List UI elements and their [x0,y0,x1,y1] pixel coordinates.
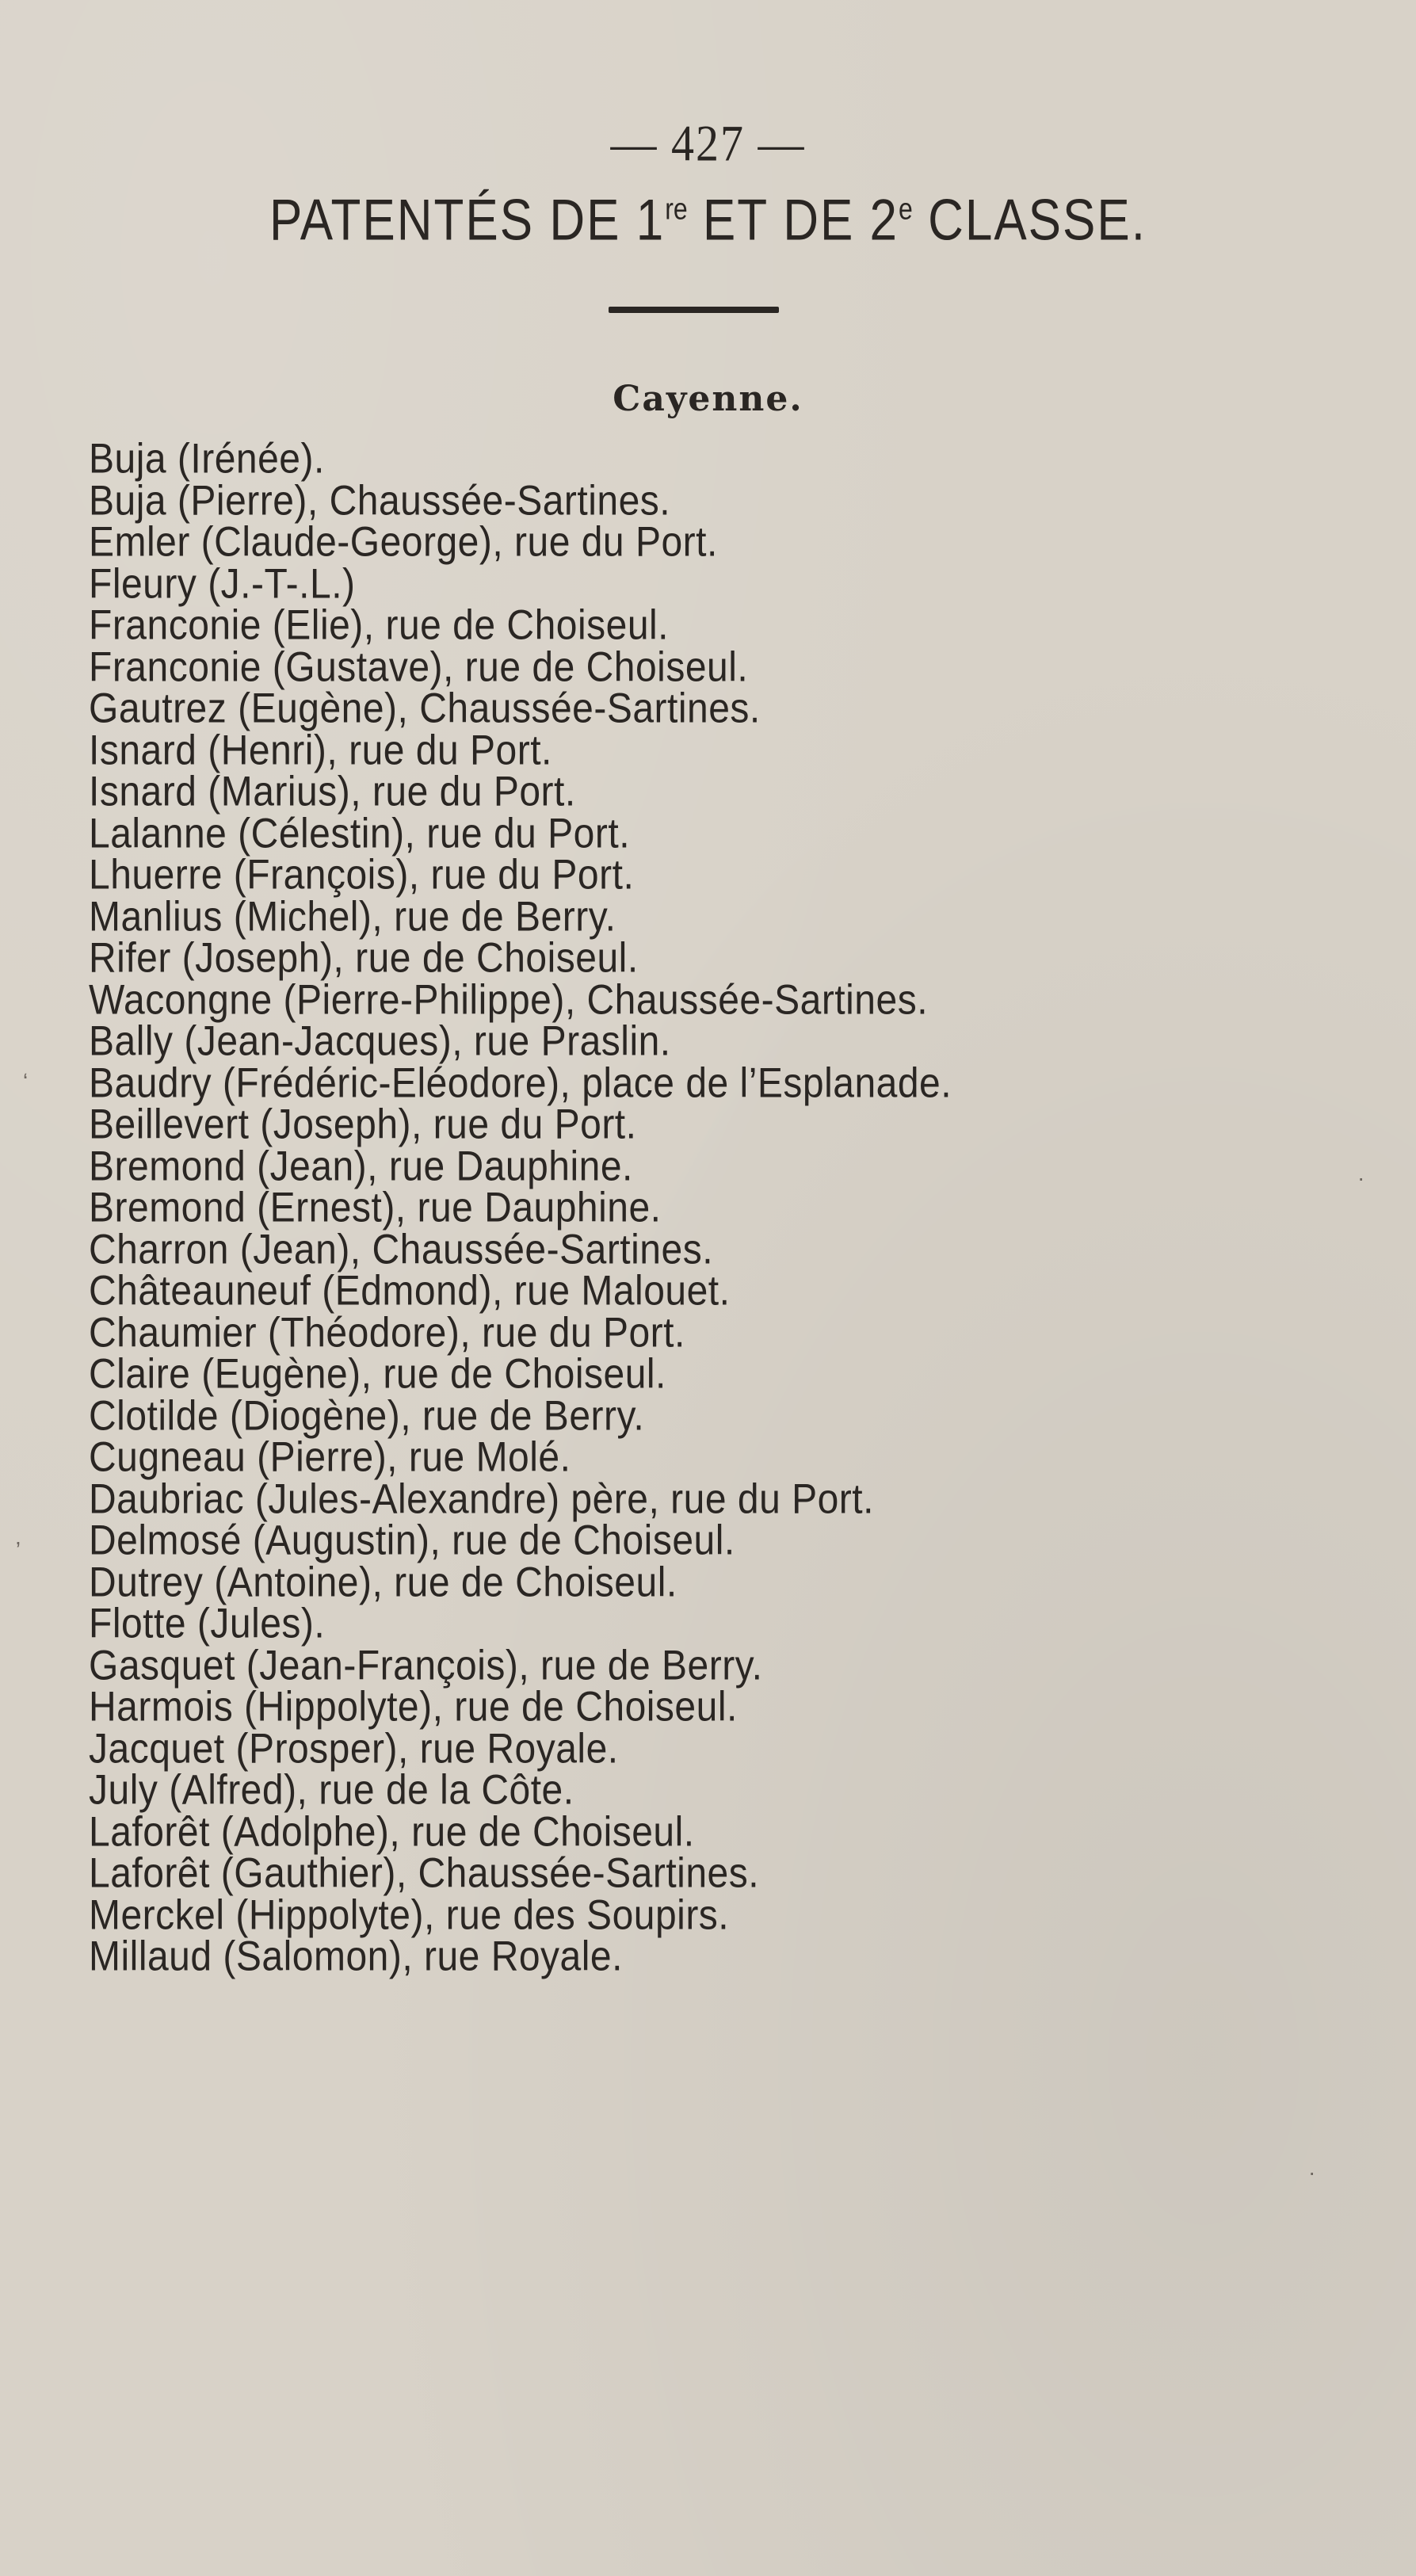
list-item: Châteauneuf (Edmond), rue Malouet. [89,1268,731,1315]
entry-list [89,436,1372,1980]
title-superscript-1: re [665,192,688,226]
list-item: Clotilde (Diogène), rue de Berry. [89,1392,645,1440]
list-item: Buja (Irénée). [89,436,325,483]
list-item: Dutrey (Antoine), rue de Choiseul. [89,1559,677,1606]
list-item: Isnard (Henri), rue du Port. [89,727,552,774]
list-item: Jacquet (Prosper), rue Royale. [89,1725,619,1773]
paper-speck: · [1308,2160,1316,2185]
list-item: July (Alfred), rue de la Côte. [89,1767,574,1814]
list-item: Millaud (Salomon), rue Royale. [89,1933,623,1980]
section-divider [609,307,779,313]
list-item: Gasquet (Jean-François), rue de Berry. [89,1642,763,1689]
list-item: Rifer (Joseph), rue de Choiseul. [89,935,639,982]
title-text-part1: PATENTÉS DE 1 [269,188,666,254]
list-item: Franconie (Elie), rue de Choiseul. [89,602,670,649]
paper-speck: ʻ [23,1070,29,1094]
list-item: Emler (Claude-George), rue du Port. [89,519,718,566]
list-item: Charron (Jean), Chaussée-Sartines. [89,1226,714,1273]
list-item: Delmosé (Augustin), rue de Choiseul. [89,1517,735,1564]
list-item: Baudry (Frédéric-Eléodore), place de l’Esplanade. [89,1059,952,1107]
paper-speck: , [15,1525,21,1549]
list-item: Laforêt (Adolphe), rue de Choiseul. [89,1808,695,1856]
list-item: Merckel (Hippolyte), rue des Soupirs. [89,1891,730,1939]
list-item: Bally (Jean-Jacques), rue Praslin. [89,1018,671,1065]
list-item: Laforêt (Gauthier), Chaussée-Sartines. [89,1850,760,1897]
page-title [0,188,1416,254]
title-superscript-2: e [899,192,913,226]
list-item: Isnard (Marius), rue du Port. [89,769,576,815]
list-item: Cugneau (Pierre), rue Molé. [89,1434,571,1481]
list-item: Chaumier (Théodore), rue du Port. [89,1309,685,1357]
title-text-part2: ET DE 2 [687,188,899,254]
list-item: Fleury (J.-T-.L.) [89,560,356,608]
title-text-part3: CLASSE. [912,188,1147,254]
list-item: Buja (Pierre), Chaussée-Sartines. [89,477,671,525]
list-item: Flotte (Jules). [89,1601,326,1647]
list-item: Beillevert (Joseph), rue du Port. [89,1101,637,1148]
list-item: Wacongne (Pierre-Philippe), Chaussée-Sartines. [89,976,929,1024]
section-title: Cayenne. [613,379,803,419]
paper-speck: · [1357,1166,1365,1190]
list-item: Claire (Eugène), rue de Choiseul. [89,1351,666,1398]
page-number: — 427 — [610,114,806,172]
list-item: Harmois (Hippolyte), rue de Choiseul. [89,1684,738,1731]
list-item: Daubriac (Jules-Alexandre) père, rue du Port. [89,1475,874,1523]
list-item: Gautrez (Eugène), Chaussée-Sartines. [89,685,761,732]
list-item: Bremond (Jean), rue Dauphine. [89,1143,633,1190]
list-item: Bremond (Ernest), rue Dauphine. [89,1185,662,1231]
list-item: Lalanne (Célestin), rue du Port. [89,810,631,857]
list-item: Lhuerre (François), rue du Port. [89,852,635,899]
list-item: Manlius (Michel), rue de Berry. [89,893,616,941]
list-item: Franconie (Gustave), rue de Choiseul. [89,643,749,691]
